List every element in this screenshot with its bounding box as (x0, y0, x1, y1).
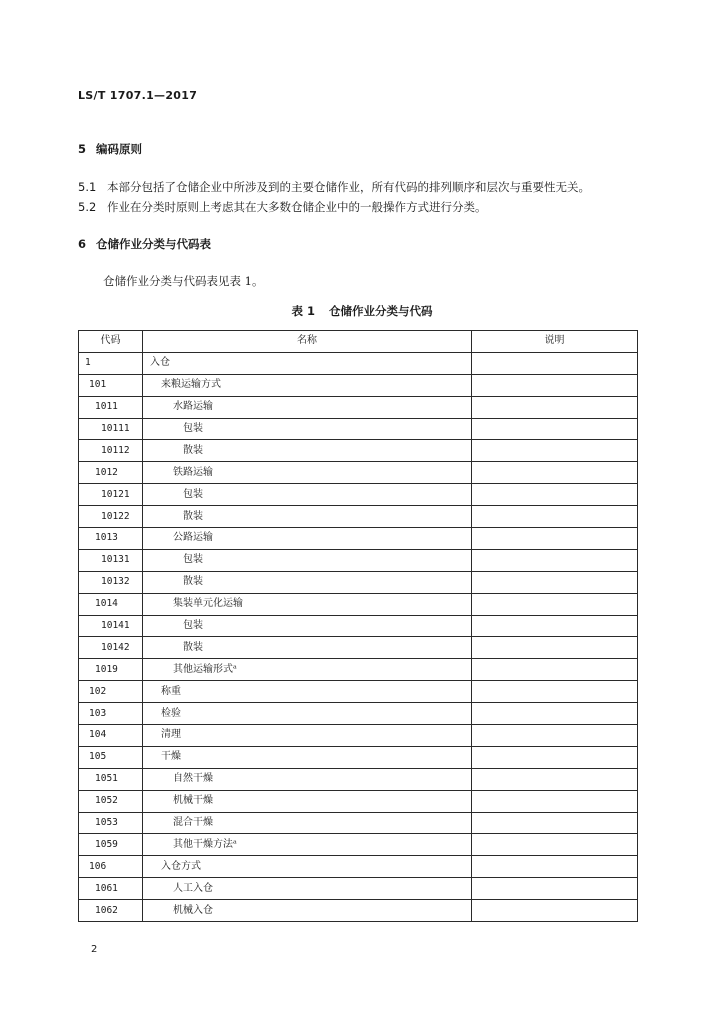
table-caption-label: 表 1 (291, 304, 315, 318)
row-name: 包装 (143, 549, 472, 571)
row-note (472, 659, 638, 681)
table-row (79, 900, 638, 922)
row-name: 检验 (143, 703, 472, 725)
row-code: 104 (79, 725, 143, 747)
row-note (472, 725, 638, 747)
row-note (472, 768, 638, 790)
table-row (79, 484, 638, 506)
table-row (79, 506, 638, 528)
row-name: 包装 (143, 615, 472, 637)
row-name: 自然干燥 (143, 768, 472, 790)
row-name: 集装单元化运输 (143, 593, 472, 615)
section-number: 6 (78, 237, 87, 251)
row-code: 10121 (79, 484, 143, 506)
row-code: 103 (79, 703, 143, 725)
row-note (472, 856, 638, 878)
row-note (472, 615, 638, 637)
clause-text: 作业在分类时原则上考虑其在大多数仓储企业中的一般操作方式进行分类。 (107, 200, 487, 214)
table-row (79, 681, 638, 703)
row-name: 散装 (143, 571, 472, 593)
row-name: 机械干燥 (143, 790, 472, 812)
row-name: 水路运输 (143, 396, 472, 418)
row-name: 公路运输 (143, 528, 472, 550)
section-6-intro: 仓储作业分类与代码表见表 1。 (103, 274, 264, 288)
row-name: 机械入仓 (143, 900, 472, 922)
table-row (79, 856, 638, 878)
row-code: 1062 (79, 900, 143, 922)
row-name: 其他干燥方法ᵃ (143, 834, 472, 856)
row-note (472, 418, 638, 440)
row-note (472, 834, 638, 856)
table-row (79, 571, 638, 593)
table-row (79, 440, 638, 462)
row-name: 散装 (143, 637, 472, 659)
header-code: 代码 (79, 331, 143, 353)
table-row (79, 549, 638, 571)
clause-5-2 (78, 199, 487, 215)
row-note (472, 571, 638, 593)
row-note (472, 484, 638, 506)
row-name: 干燥 (143, 746, 472, 768)
row-code: 101 (79, 374, 143, 396)
row-code: 1053 (79, 812, 143, 834)
row-code: 1061 (79, 878, 143, 900)
table-row (79, 768, 638, 790)
table-row (79, 637, 638, 659)
classification-code-table (78, 330, 638, 922)
table-caption (0, 303, 724, 319)
row-code: 10112 (79, 440, 143, 462)
row-code: 102 (79, 681, 143, 703)
table-body (79, 352, 638, 921)
row-note (472, 352, 638, 374)
standard-number: LS/T 1707.1—2017 (78, 89, 198, 102)
table-header-row (79, 331, 638, 353)
row-name: 入仓方式 (143, 856, 472, 878)
table-row (79, 790, 638, 812)
row-name: 来粮运输方式 (143, 374, 472, 396)
section-number: 5 (78, 142, 87, 156)
table-row (79, 352, 638, 374)
row-name: 散装 (143, 440, 472, 462)
row-code: 10111 (79, 418, 143, 440)
row-code: 106 (79, 856, 143, 878)
section-title: 编码原则 (96, 142, 142, 156)
row-name: 人工入仓 (143, 878, 472, 900)
table-row (79, 746, 638, 768)
row-note (472, 790, 638, 812)
row-code: 1019 (79, 659, 143, 681)
row-code: 1 (79, 352, 143, 374)
row-note (472, 528, 638, 550)
row-name: 散装 (143, 506, 472, 528)
table-row (79, 418, 638, 440)
clause-number: 5.1 (78, 180, 97, 194)
row-name: 混合干燥 (143, 812, 472, 834)
table-row (79, 812, 638, 834)
row-name: 称重 (143, 681, 472, 703)
header-note: 说明 (472, 331, 638, 353)
row-note (472, 900, 638, 922)
row-code: 10122 (79, 506, 143, 528)
row-note (472, 746, 638, 768)
row-name: 包装 (143, 418, 472, 440)
row-note (472, 506, 638, 528)
row-code: 1052 (79, 790, 143, 812)
row-code: 105 (79, 746, 143, 768)
row-note (472, 681, 638, 703)
row-note (472, 462, 638, 484)
page-number: 2 (91, 944, 98, 955)
row-code: 10131 (79, 549, 143, 571)
table-row (79, 396, 638, 418)
row-code: 1012 (79, 462, 143, 484)
row-code: 1059 (79, 834, 143, 856)
row-name: 其他运输形式ᵃ (143, 659, 472, 681)
row-note (472, 637, 638, 659)
table-row (79, 593, 638, 615)
table-row (79, 878, 638, 900)
table-row (79, 725, 638, 747)
section-title: 仓储作业分类与代码表 (96, 237, 211, 251)
header-name: 名称 (143, 331, 472, 353)
row-note (472, 374, 638, 396)
clause-text: 本部分包括了仓储企业中所涉及到的主要仓储作业，所有代码的排列顺序和层次与重要性无关。 (107, 180, 590, 194)
row-code: 10132 (79, 571, 143, 593)
row-code: 1013 (79, 528, 143, 550)
row-note (472, 593, 638, 615)
table-row (79, 615, 638, 637)
clause-5-1 (78, 179, 590, 195)
row-note (472, 440, 638, 462)
row-name: 包装 (143, 484, 472, 506)
row-code: 1014 (79, 593, 143, 615)
row-name: 入仓 (143, 352, 472, 374)
table-caption-title: 仓储作业分类与代码 (329, 304, 433, 318)
table-row (79, 703, 638, 725)
clause-number: 5.2 (78, 200, 97, 214)
row-code: 10141 (79, 615, 143, 637)
table-row (79, 462, 638, 484)
row-note (472, 703, 638, 725)
table-row (79, 374, 638, 396)
row-note (472, 549, 638, 571)
row-name: 铁路运输 (143, 462, 472, 484)
row-note (472, 878, 638, 900)
row-code: 10142 (79, 637, 143, 659)
row-code: 1011 (79, 396, 143, 418)
row-note (472, 396, 638, 418)
table-row (79, 834, 638, 856)
row-code: 1051 (79, 768, 143, 790)
section-5-heading (78, 141, 142, 157)
table-row (79, 659, 638, 681)
section-6-heading (78, 236, 211, 252)
table-row (79, 528, 638, 550)
row-note (472, 812, 638, 834)
row-name: 清理 (143, 725, 472, 747)
